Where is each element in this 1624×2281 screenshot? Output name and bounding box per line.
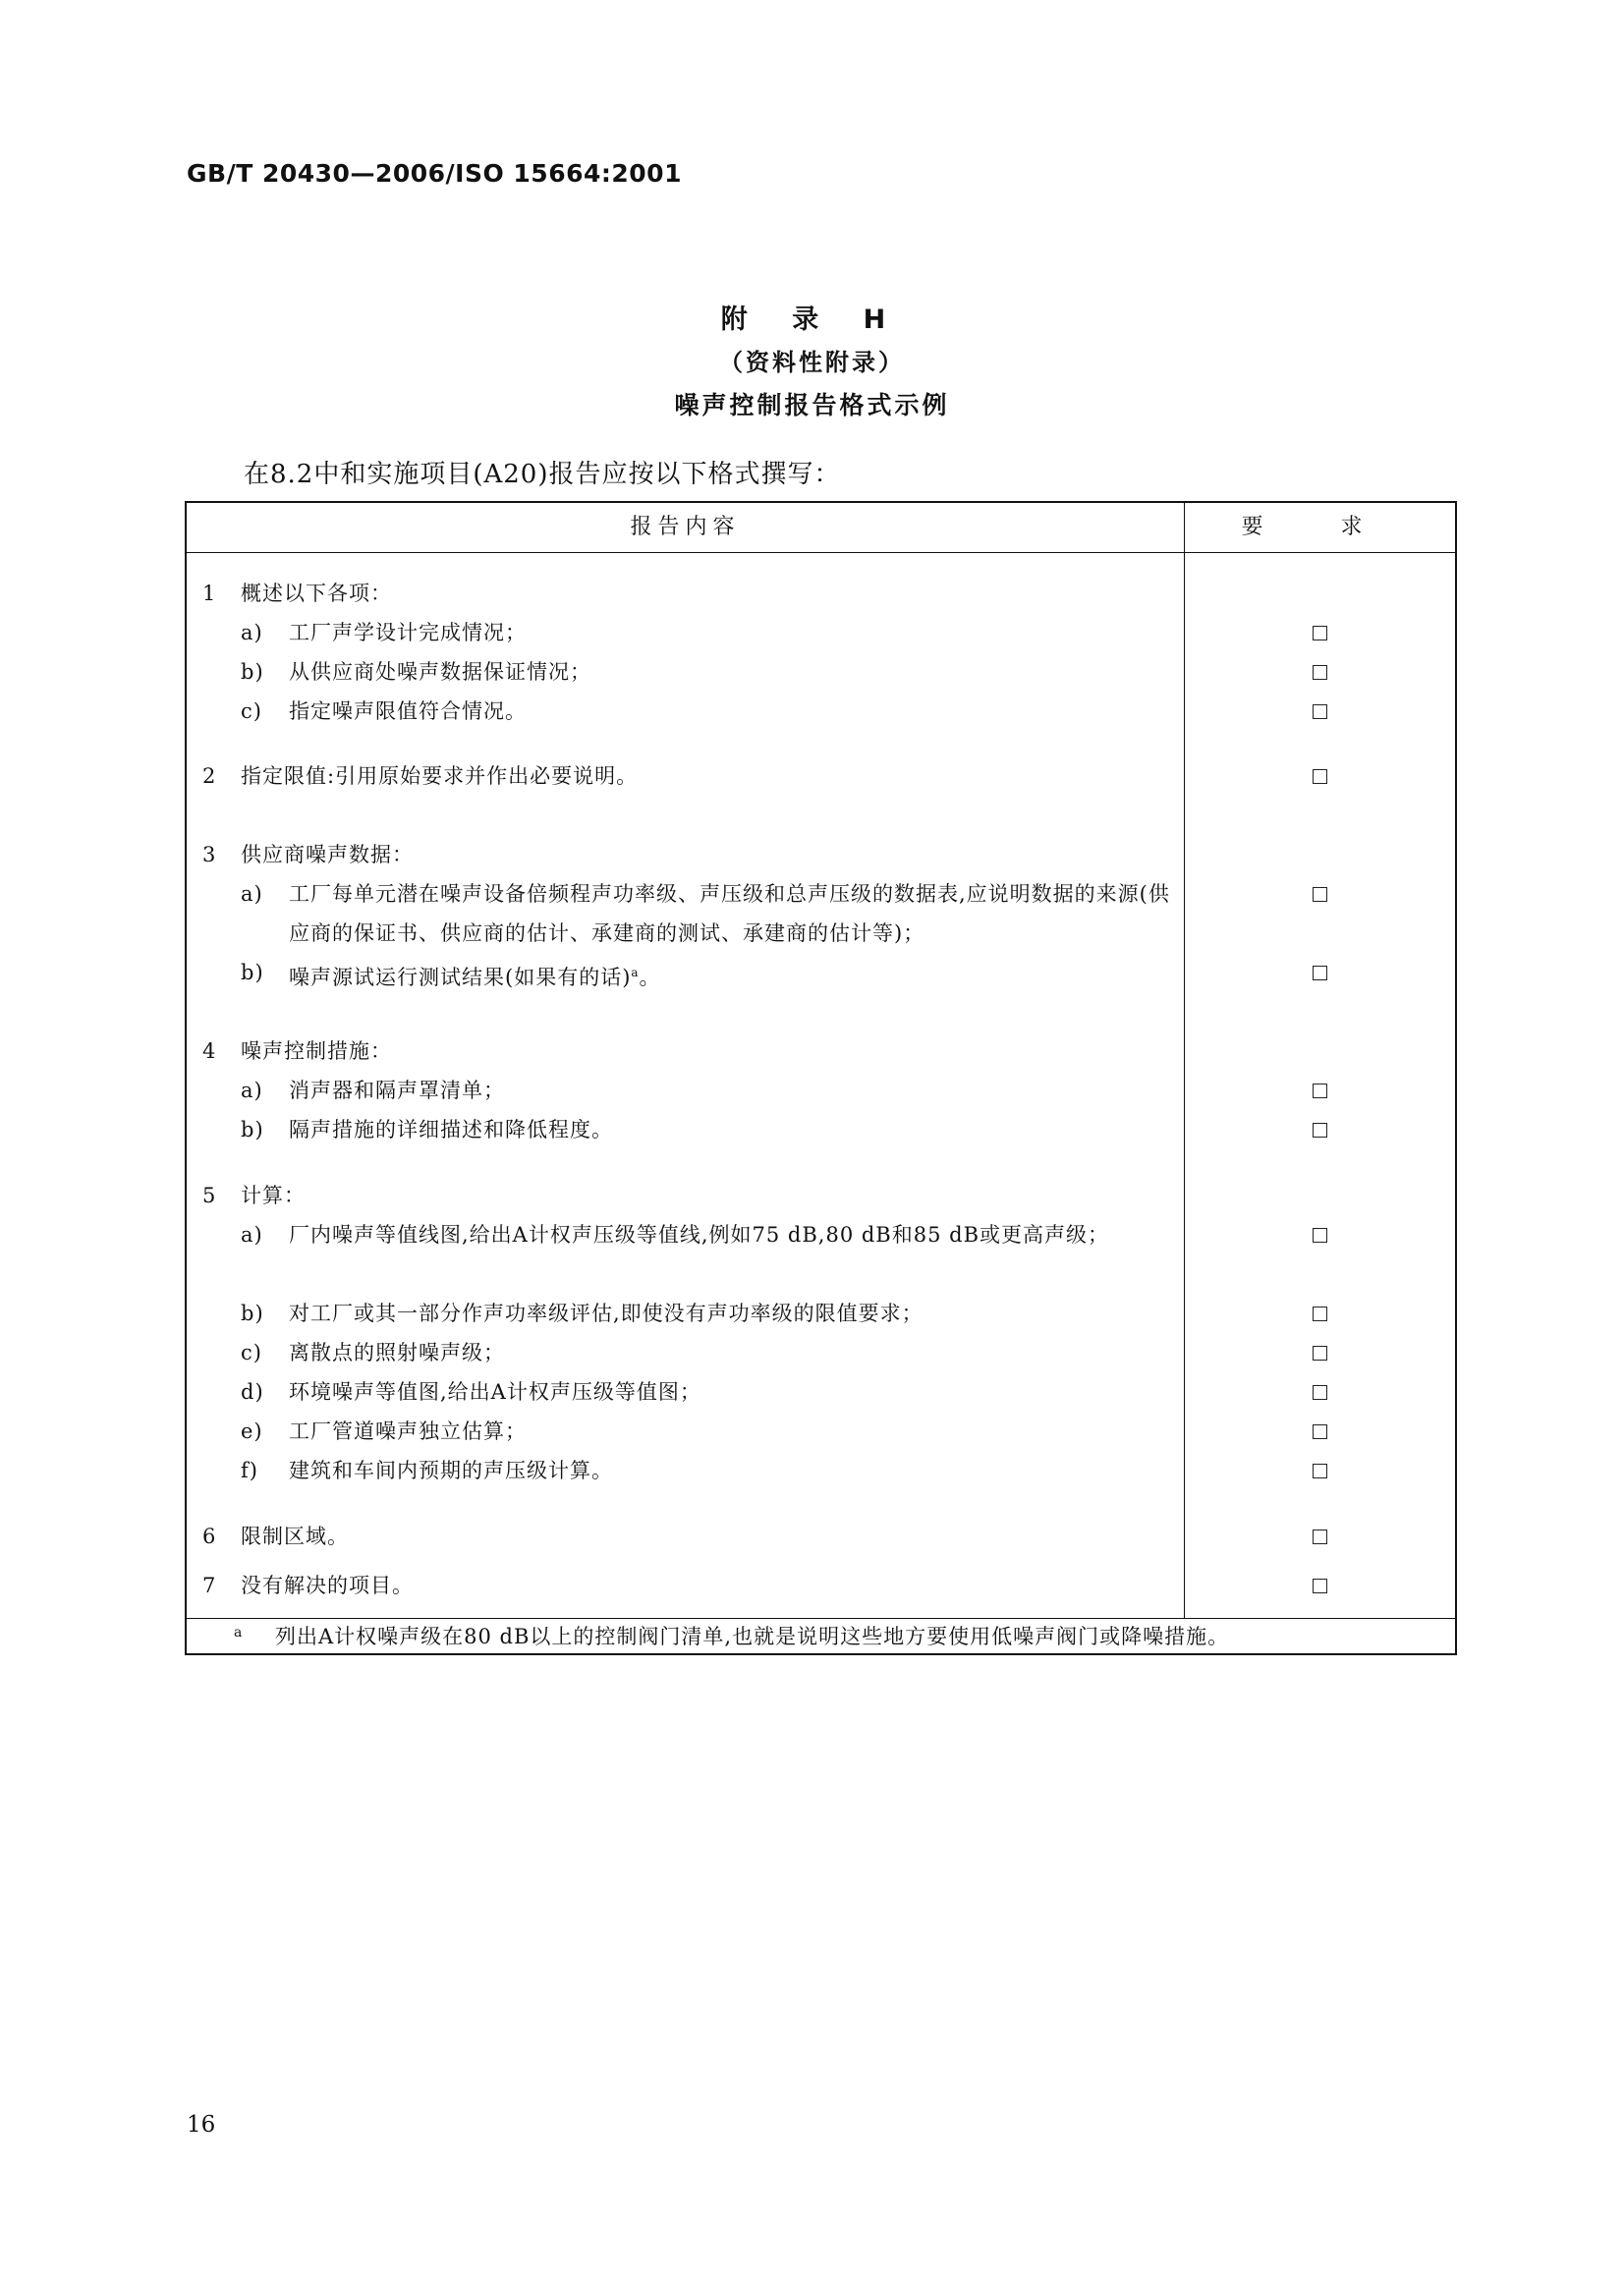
requirement-checkbox[interactable] [1313, 1084, 1327, 1098]
item-text: 概述以下各项： [241, 582, 392, 605]
sub-label: a) [241, 621, 263, 644]
requirement-checkbox[interactable] [1313, 626, 1327, 640]
sub-label: a) [241, 1223, 263, 1247]
sub-label: c) [241, 1341, 262, 1364]
requirement-checkbox[interactable] [1313, 1123, 1327, 1138]
page-number: 16 [187, 2112, 216, 2138]
sub-label: b) [241, 961, 264, 984]
requirement-checkbox[interactable] [1313, 1424, 1327, 1439]
sub-label: a) [241, 1079, 263, 1102]
footnote-mark: a [234, 1625, 244, 1641]
item-text: 供应商噪声数据： [241, 843, 414, 866]
item-number: 5 [202, 1184, 217, 1207]
sub-text: 离散点的照射噪声级； [289, 1341, 505, 1364]
requirement-checkbox[interactable] [1313, 1530, 1327, 1544]
requirement-checkbox[interactable] [1313, 1228, 1327, 1243]
requirement-checkbox[interactable] [1313, 665, 1327, 680]
item-number: 1 [202, 582, 217, 605]
table-footnote [187, 1619, 1455, 1655]
sub-text-tail: 。 [639, 966, 661, 989]
item-text: 没有解决的项目。 [241, 1574, 414, 1597]
report-format-table [185, 501, 1457, 1655]
item-number: 3 [202, 843, 217, 866]
sub-label: e) [241, 1419, 263, 1443]
annex-title-block [0, 300, 1624, 427]
header-report-content: 报告内容 [630, 515, 741, 539]
item-number: 4 [202, 1039, 217, 1063]
annex-name: 噪声控制报告格式示例 [674, 391, 950, 419]
requirement-checkbox[interactable] [1313, 1579, 1327, 1593]
sub-label: d) [241, 1380, 264, 1404]
sub-text: 对工厂或其一部分作声功率级评估,即使没有声功率级的限值要求； [289, 1302, 924, 1325]
sub-text: 隔声措施的详细描述和降低程度。 [289, 1118, 613, 1141]
requirement-checkbox[interactable] [1313, 1346, 1327, 1361]
requirement-checkbox[interactable] [1313, 966, 1327, 980]
sub-text: 厂内噪声等值线图,给出A计权声压级等值线,例如75 dB,80 dB和85 dB或更高声级； [289, 1223, 1110, 1247]
footnote-text: 列出A计权噪声级在80 dB以上的控制阀门清单,也就是说明这些地方要使用低噪声阀门或降噪措施。 [275, 1625, 1230, 1648]
standard-id: GB/T 20430—2006/ISO 15664:2001 [187, 159, 682, 188]
item-text: 限制区域。 [241, 1525, 349, 1548]
item-number: 6 [202, 1525, 217, 1548]
footnote-ref: a [631, 966, 640, 979]
sub-text: 工厂声学设计完成情况； [289, 621, 527, 644]
sub-label: b) [241, 1118, 264, 1141]
intro-text: 在8.2中和实施项目(A20)报告应按以下格式撰写： [244, 460, 841, 489]
header-divider [187, 552, 1455, 553]
item-number: 2 [202, 764, 217, 788]
sub-label: a) [241, 882, 263, 906]
item-text: 噪声控制措施： [241, 1039, 392, 1063]
sub-label: b) [241, 1302, 264, 1325]
sub-text: 消声器和隔声罩清单； [289, 1079, 505, 1102]
item-text: 指定限值:引用原始要求并作出必要说明。 [241, 764, 639, 788]
sub-label: c) [241, 699, 262, 723]
requirement-checkbox[interactable] [1313, 887, 1327, 902]
requirement-checkbox[interactable] [1313, 704, 1327, 719]
annex-type: （资料性附录） [719, 349, 905, 376]
sub-text-body: 噪声源试运行测试结果(如果有的话) [289, 966, 632, 989]
requirement-checkbox[interactable] [1313, 769, 1327, 784]
sub-text: 指定噪声限值符合情况。 [289, 699, 527, 723]
item-text: 计算： [241, 1184, 306, 1207]
item-number: 7 [202, 1574, 217, 1597]
sub-text [289, 953, 1173, 997]
requirement-checkbox[interactable] [1313, 1307, 1327, 1321]
sub-label: f) [241, 1459, 258, 1482]
sub-label: b) [241, 660, 264, 684]
requirement-checkbox[interactable] [1313, 1385, 1327, 1400]
sub-text: 工厂每单元潜在噪声设备倍频程声功率级、声压级和总声压级的数据表,应说明数据的来源(供应商的保证书、供应商的估计、承建商的测试、承建商的估计等)； [289, 882, 1170, 945]
sub-text: 环境噪声等值图,给出A计权声压级等值图； [289, 1380, 701, 1404]
annex-label: 附 录 H [720, 305, 904, 335]
column-divider [1184, 503, 1185, 1619]
sub-text: 从供应商处噪声数据保证情况； [289, 660, 591, 684]
sub-text: 建筑和车间内预期的声压级计算。 [289, 1459, 613, 1482]
header-requirement: 要 求 [1241, 515, 1398, 539]
requirement-checkbox[interactable] [1313, 1464, 1327, 1478]
sub-text: 工厂管道噪声独立估算； [289, 1419, 527, 1443]
